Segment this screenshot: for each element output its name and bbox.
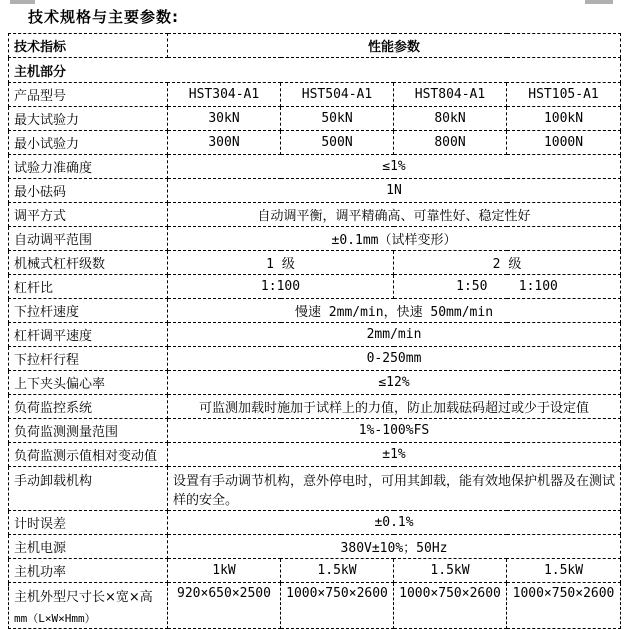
dims-label-line1: 主机外型尺寸长×宽×高 xyxy=(14,590,153,605)
spec-value-cell: 0-250mm xyxy=(168,347,621,371)
spec-value-cell: 慢速 2mm/min，快速 50mm/min xyxy=(168,299,621,323)
spec-value-cell: 380V±10%；50Hz xyxy=(168,535,621,559)
spec-label-cell: 负荷监控系统 xyxy=(9,395,168,419)
spec-value-cell: 1.5kW xyxy=(394,559,507,583)
spec-value-cell: 800N xyxy=(394,131,507,155)
dims-label-line2: mm（L×W×Hmm） xyxy=(14,612,96,625)
spec-label-cell: 最小砝码 xyxy=(9,179,168,203)
spec-value-cell: 可监测加载时施加于试样上的力值，防止加载砝码超过或少于设定值 xyxy=(168,395,621,419)
spec-value-cell: 1.5kW xyxy=(281,559,394,583)
spec-value-cell: HST804-A1 xyxy=(394,83,507,107)
table-header-row xyxy=(9,34,621,58)
spec-value-cell: 设置有手动调节机构，意外停电时，可用其卸载，能有效地保护机器及在测试样的安全。 xyxy=(168,467,621,511)
spec-label-cell: 计时误差 xyxy=(9,511,168,535)
spec-row-force-accuracy xyxy=(9,155,621,179)
spec-row-load-monitor-system xyxy=(9,395,621,419)
spec-value-cell: 300N xyxy=(168,131,281,155)
spec-row-lever-leveling-speed xyxy=(9,323,621,347)
spec-value-cell: ±0.1mm（试样变形） xyxy=(168,227,621,251)
spec-label-cell: 下拉杆行程 xyxy=(9,347,168,371)
spec-label-cell: 试验力准确度 xyxy=(9,155,168,179)
spec-value-cell: 1000N xyxy=(507,131,621,155)
spec-label-cell: 负荷监测示值相对变动值 xyxy=(9,443,168,467)
spec-value-cell: 2mm/min xyxy=(168,323,621,347)
spec-table xyxy=(8,33,621,629)
spec-label-cell: 主机功率 xyxy=(9,559,168,583)
spec-label-cell: 产品型号 xyxy=(9,83,168,107)
spec-value-cell: 30kN xyxy=(168,107,281,131)
spec-value-cell: 自动调平衡，调平精确高、可靠性好、稳定性好 xyxy=(168,203,621,227)
spec-label-cell: 上下夹头偏心率 xyxy=(9,371,168,395)
section-row xyxy=(9,58,621,83)
spec-value-cell: 1000×750×2600 xyxy=(394,583,507,629)
spec-label-cell: 杠杆调平速度 xyxy=(9,323,168,347)
spec-row-max-force xyxy=(9,107,621,131)
spec-value-cell: ≤1% xyxy=(168,155,621,179)
spec-row-timing-error xyxy=(9,511,621,535)
spec-value-cell: 1%-100%FS xyxy=(168,419,621,443)
spec-value-cell: 1.5kW xyxy=(507,559,621,583)
spec-row-product-model xyxy=(9,83,621,107)
spec-row-min-weight xyxy=(9,179,621,203)
spec-value-cell: 920×650×2500 xyxy=(168,583,281,629)
spec-value-cell: ±0.1% xyxy=(168,511,621,535)
spec-label-cell: 最大试验力 xyxy=(9,107,168,131)
section-title-cell: 主机部分 xyxy=(9,58,621,83)
spec-label-cell: 杠杆比 xyxy=(9,275,168,299)
spec-value-cell: 100kN xyxy=(507,107,621,131)
spec-value-cell: 500N xyxy=(281,131,394,155)
spec-label-cell xyxy=(9,583,168,629)
spec-row-load-monitor-range xyxy=(9,419,621,443)
spec-row-lever-ratio xyxy=(9,275,621,299)
spec-row-power-rating xyxy=(9,559,621,583)
spec-value-cell: 50kN xyxy=(281,107,394,131)
spec-row-leveling-mode xyxy=(9,203,621,227)
spec-value-cell: 1:100 xyxy=(168,275,394,299)
spec-label-cell: 调平方式 xyxy=(9,203,168,227)
top-left-ui-fragment xyxy=(10,0,35,4)
spec-value-cell: ≤12% xyxy=(168,371,621,395)
spec-value-cell: ±1% xyxy=(168,443,621,467)
spec-label-cell: 自动调平范围 xyxy=(9,227,168,251)
header-params-cell: 性能参数 xyxy=(168,34,621,58)
spec-label-cell: 主机电源 xyxy=(9,535,168,559)
spec-label-cell: 机械式杠杆级数 xyxy=(9,251,168,275)
spec-value-cell: HST504-A1 xyxy=(281,83,394,107)
spec-value-cell: HST105-A1 xyxy=(507,83,621,107)
spec-value-cell: 1:50 1:100 xyxy=(394,275,621,299)
spec-value-cell: 1N xyxy=(168,179,621,203)
spec-row-pull-rod-speed xyxy=(9,299,621,323)
spec-value-cell: 2 级 xyxy=(394,251,621,275)
spec-row-min-force xyxy=(9,131,621,155)
spec-value-cell: 1 级 xyxy=(168,251,394,275)
spec-row-power-supply xyxy=(9,535,621,559)
spec-value-cell: 1000×750×2600 xyxy=(281,583,394,629)
spec-label-cell: 下拉杆速度 xyxy=(9,299,168,323)
spec-label-cell: 负荷监测测量范围 xyxy=(9,419,168,443)
spec-value-cell: 80kN xyxy=(394,107,507,131)
header-indicator-cell: 技术指标 xyxy=(9,34,168,58)
spec-value-cell: HST304-A1 xyxy=(168,83,281,107)
spec-label-cell: 最小试验力 xyxy=(9,131,168,155)
spec-row-pull-rod-travel xyxy=(9,347,621,371)
spec-label-cell: 手动卸载机构 xyxy=(9,467,168,511)
page-title: 技术规格与主要参数: xyxy=(28,8,179,26)
spec-row-grip-eccentricity xyxy=(9,371,621,395)
spec-row-manual-unload xyxy=(9,467,621,511)
spec-row-dimensions xyxy=(9,583,621,629)
spec-value-cell: 1000×750×2600 xyxy=(507,583,621,629)
spec-row-lever-stages xyxy=(9,251,621,275)
spec-value-cell: 1kW xyxy=(168,559,281,583)
spec-row-auto-level-range xyxy=(9,227,621,251)
table-continuation-border-fragment xyxy=(8,580,9,590)
spec-row-load-indication-variation xyxy=(9,443,621,467)
top-right-ui-fragment xyxy=(585,0,613,4)
